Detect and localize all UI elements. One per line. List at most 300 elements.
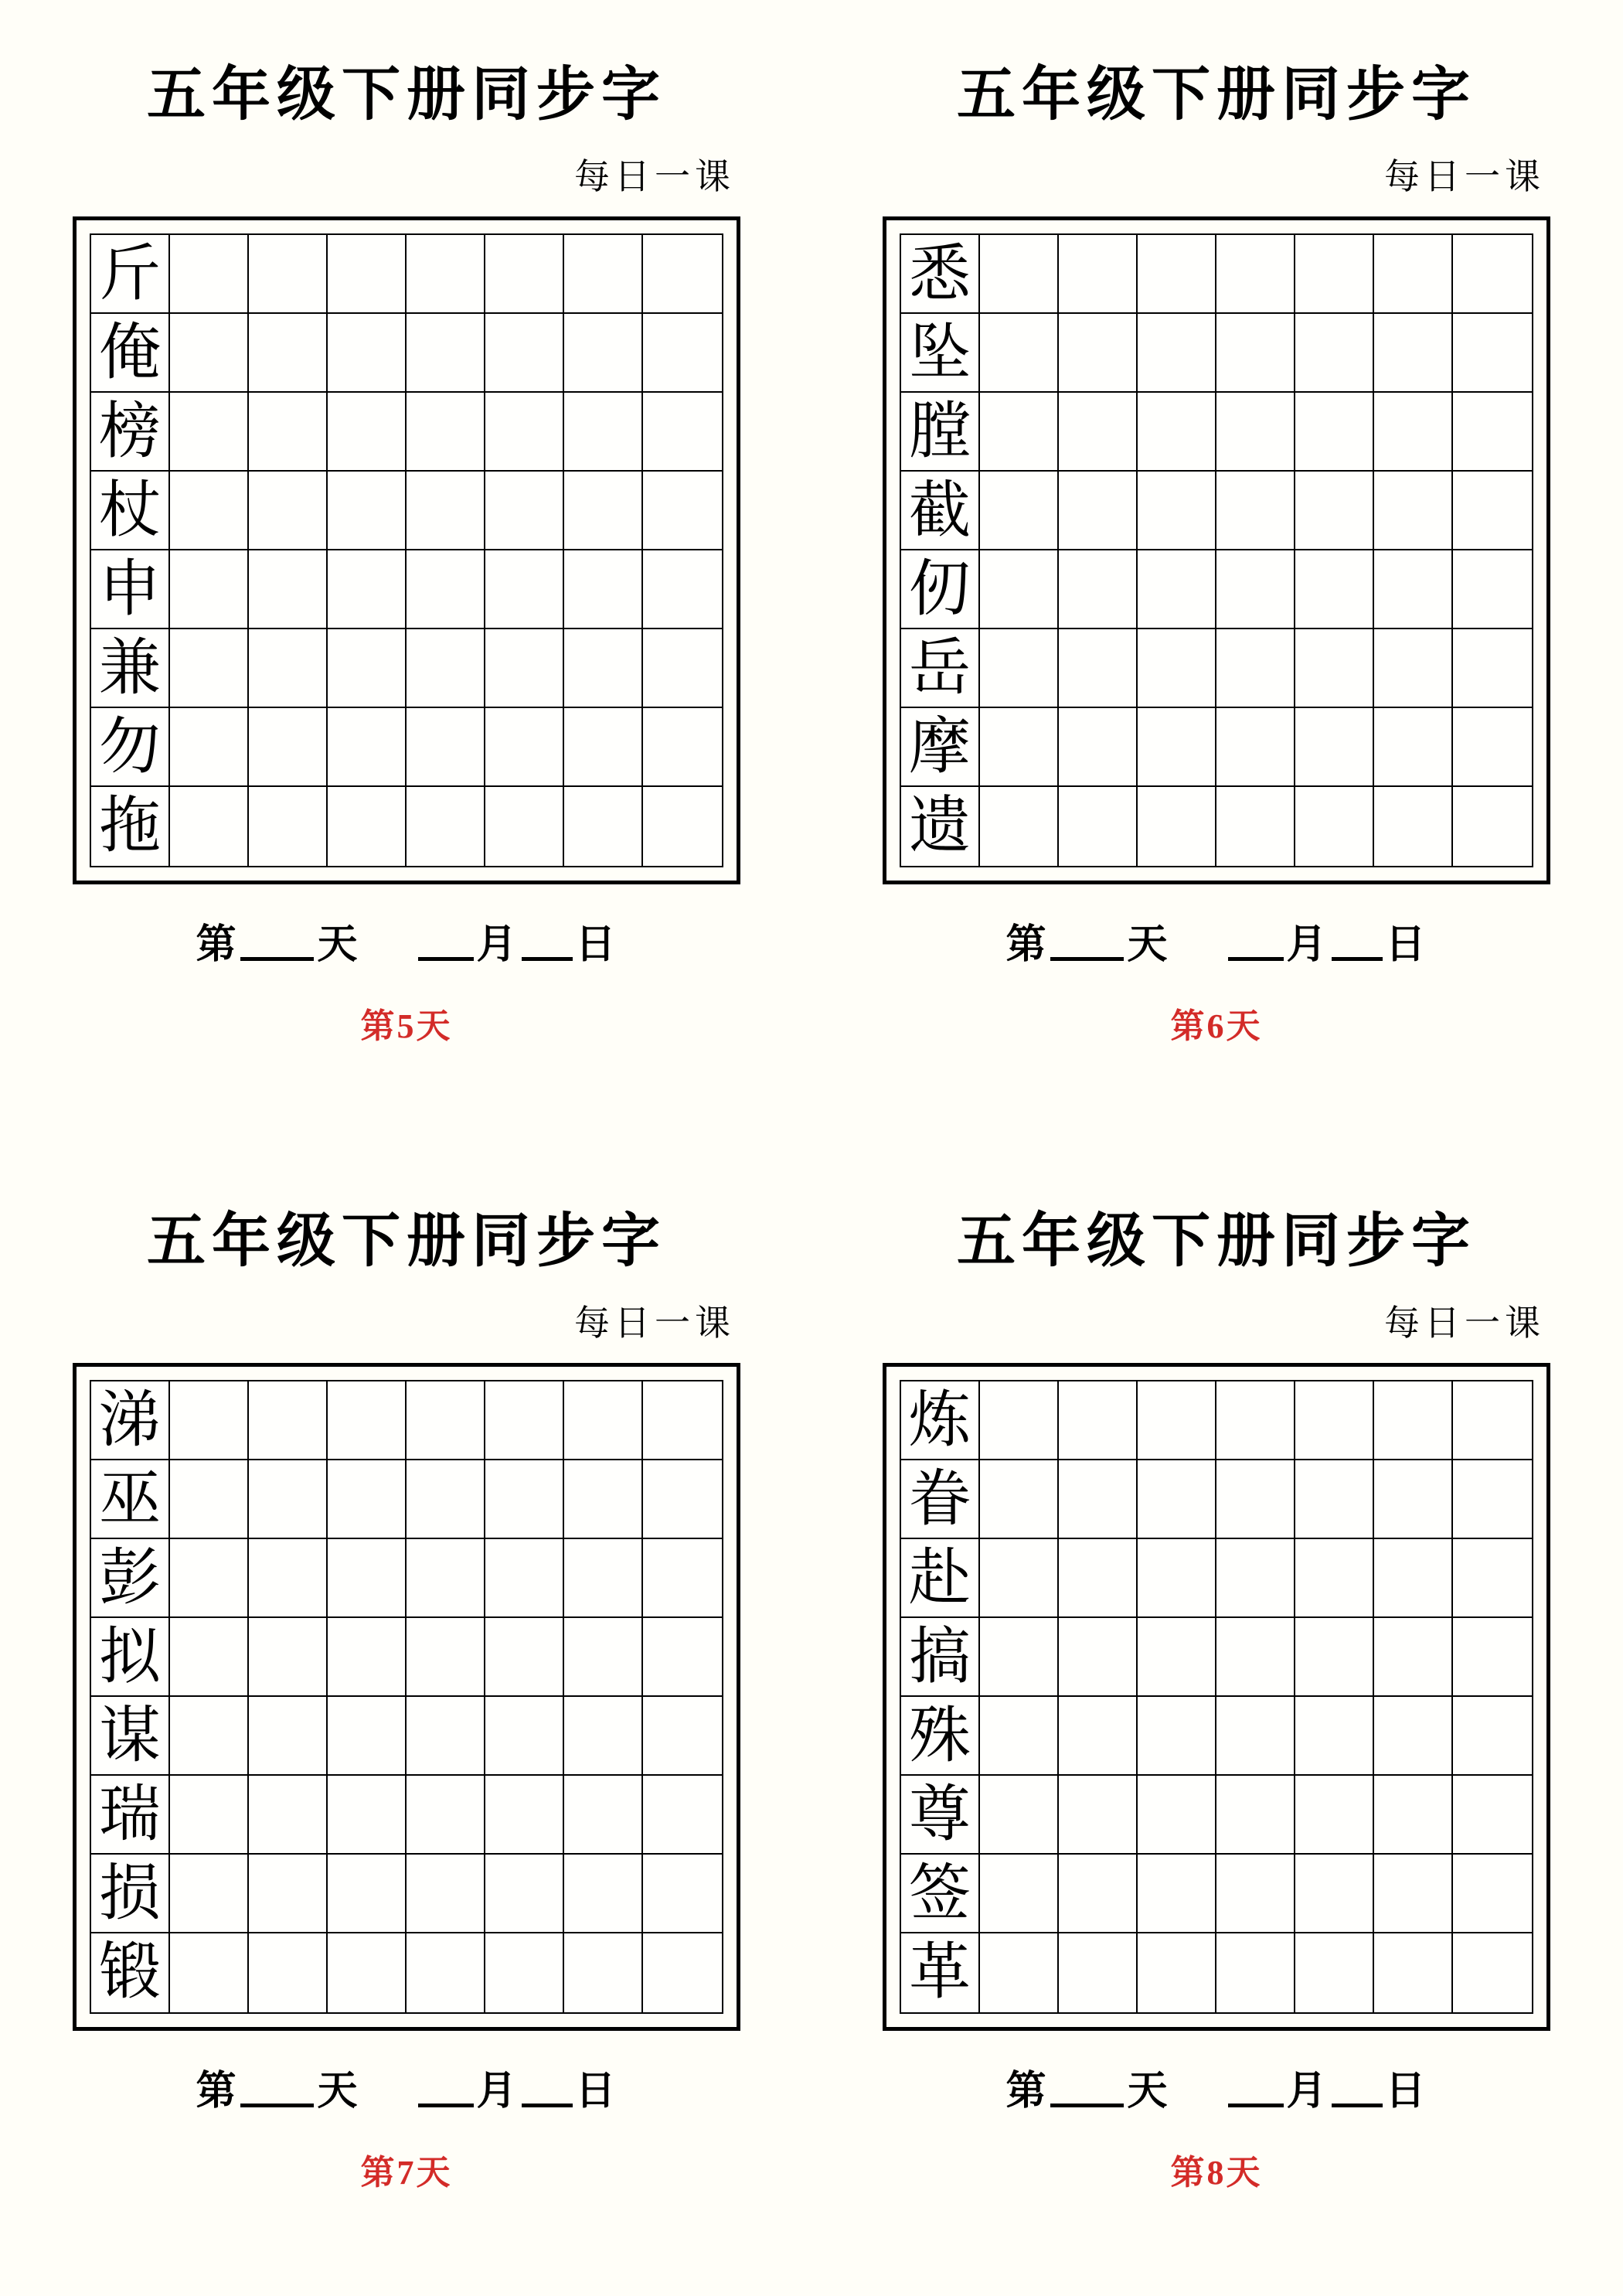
- empty-practice-cell: [1138, 472, 1216, 550]
- empty-practice-cell: [980, 1933, 1059, 2012]
- empty-practice-cell: [1453, 787, 1532, 866]
- empty-practice-cell: [1059, 393, 1138, 472]
- empty-practice-cell: [1059, 1697, 1138, 1776]
- empty-practice-cell: [170, 1697, 249, 1776]
- model-character-cell: 殊: [901, 1697, 980, 1776]
- empty-practice-cell: [1138, 787, 1216, 866]
- model-character-cell: 谋: [91, 1697, 170, 1776]
- worksheet-subtitle: 每日一课: [1384, 1303, 1545, 1343]
- empty-practice-cell: [328, 550, 407, 629]
- day-number-blank: [1050, 2104, 1124, 2107]
- empty-practice-cell: [328, 1855, 407, 1933]
- empty-practice-cell: [1295, 1460, 1374, 1539]
- empty-practice-cell: [564, 1381, 643, 1460]
- empty-practice-cell: [1374, 1855, 1453, 1933]
- empty-practice-cell: [485, 393, 564, 472]
- empty-practice-cell: [1138, 550, 1216, 629]
- model-character-cell: 坠: [901, 314, 980, 393]
- empty-practice-cell: [643, 235, 722, 314]
- model-character-cell: 遗: [901, 787, 980, 866]
- empty-practice-cell: [1216, 1460, 1295, 1539]
- empty-practice-cell: [485, 1381, 564, 1460]
- empty-practice-cell: [1453, 393, 1532, 472]
- empty-practice-cell: [564, 1697, 643, 1776]
- empty-practice-cell: [564, 235, 643, 314]
- empty-practice-cell: [980, 1381, 1059, 1460]
- date-line-month-unit: 月: [476, 923, 519, 967]
- empty-practice-cell: [564, 1855, 643, 1933]
- day-number-blank: [1050, 957, 1124, 961]
- empty-practice-cell: [249, 1381, 328, 1460]
- model-character-cell: 搞: [901, 1618, 980, 1697]
- empty-practice-cell: [564, 314, 643, 393]
- empty-practice-cell: [249, 314, 328, 393]
- empty-practice-cell: [407, 708, 485, 787]
- empty-practice-cell: [485, 1618, 564, 1697]
- empty-practice-cell: [1453, 1855, 1532, 1933]
- empty-practice-cell: [1138, 1697, 1216, 1776]
- empty-practice-cell: [1138, 1460, 1216, 1539]
- empty-practice-cell: [1059, 550, 1138, 629]
- date-line-date-unit: 日: [575, 2069, 618, 2114]
- practice-grid: [900, 1380, 1533, 2014]
- empty-practice-cell: [564, 629, 643, 708]
- empty-practice-cell: [1138, 708, 1216, 787]
- empty-practice-cell: [328, 1460, 407, 1539]
- empty-practice-cell: [643, 393, 722, 472]
- model-character-cell: 岳: [901, 629, 980, 708]
- empty-practice-cell: [328, 1776, 407, 1855]
- empty-practice-cell: [1295, 1618, 1374, 1697]
- empty-practice-cell: [980, 235, 1059, 314]
- month-blank: [418, 957, 474, 961]
- model-character-cell: 兼: [91, 629, 170, 708]
- empty-practice-cell: [407, 235, 485, 314]
- empty-practice-cell: [328, 472, 407, 550]
- date-line-prefix: 第: [196, 2069, 238, 2114]
- empty-practice-cell: [643, 708, 722, 787]
- empty-practice-cell: [1295, 314, 1374, 393]
- day-number-label: 第7天: [360, 2154, 453, 2192]
- empty-practice-cell: [407, 472, 485, 550]
- empty-practice-cell: [328, 708, 407, 787]
- empty-practice-cell: [643, 629, 722, 708]
- empty-practice-cell: [1138, 393, 1216, 472]
- empty-practice-cell: [170, 1855, 249, 1933]
- empty-practice-cell: [1138, 1381, 1216, 1460]
- empty-practice-cell: [485, 1539, 564, 1618]
- empty-practice-cell: [1453, 314, 1532, 393]
- practice-sheet-frame: [883, 216, 1550, 884]
- model-character-cell: 瑞: [91, 1776, 170, 1855]
- empty-practice-cell: [485, 472, 564, 550]
- empty-practice-cell: [1374, 708, 1453, 787]
- empty-practice-cell: [980, 629, 1059, 708]
- empty-practice-cell: [1216, 1933, 1295, 2012]
- empty-practice-cell: [1059, 1460, 1138, 1539]
- empty-practice-cell: [328, 393, 407, 472]
- model-character-cell: 膛: [901, 393, 980, 472]
- empty-practice-cell: [1295, 787, 1374, 866]
- empty-practice-cell: [1059, 472, 1138, 550]
- empty-practice-cell: [564, 787, 643, 866]
- empty-practice-cell: [249, 708, 328, 787]
- empty-practice-cell: [1295, 1539, 1374, 1618]
- empty-practice-cell: [1216, 1618, 1295, 1697]
- model-character-cell: 眷: [901, 1460, 980, 1539]
- empty-practice-cell: [564, 1776, 643, 1855]
- model-character-cell: 摩: [901, 708, 980, 787]
- empty-practice-cell: [407, 1460, 485, 1539]
- empty-practice-cell: [1216, 472, 1295, 550]
- empty-practice-cell: [1216, 1697, 1295, 1776]
- worksheet-subtitle: 每日一课: [1384, 157, 1545, 196]
- empty-practice-cell: [1138, 235, 1216, 314]
- model-character-cell: 截: [901, 472, 980, 550]
- empty-practice-cell: [1453, 235, 1532, 314]
- empty-practice-cell: [485, 1776, 564, 1855]
- date-line-month-unit: 月: [476, 2069, 519, 2114]
- model-character-cell: 斤: [91, 235, 170, 314]
- empty-practice-cell: [170, 1460, 249, 1539]
- empty-practice-cell: [1059, 1539, 1138, 1618]
- practice-grid: [90, 1380, 723, 2014]
- empty-practice-cell: [407, 393, 485, 472]
- empty-practice-cell: [328, 1539, 407, 1618]
- empty-practice-cell: [643, 314, 722, 393]
- empty-practice-cell: [170, 235, 249, 314]
- empty-practice-cell: [980, 1460, 1059, 1539]
- empty-practice-cell: [1374, 550, 1453, 629]
- empty-practice-cell: [1216, 1381, 1295, 1460]
- empty-practice-cell: [328, 1697, 407, 1776]
- empty-practice-cell: [249, 1697, 328, 1776]
- empty-practice-cell: [170, 787, 249, 866]
- date-line-date-unit: 日: [1385, 2069, 1427, 2114]
- worksheet-title: 五年级下册同步字: [147, 63, 666, 128]
- empty-practice-cell: [980, 1618, 1059, 1697]
- empty-practice-cell: [1138, 1539, 1216, 1618]
- empty-practice-cell: [1216, 1776, 1295, 1855]
- empty-practice-cell: [1374, 393, 1453, 472]
- empty-practice-cell: [1295, 708, 1374, 787]
- empty-practice-cell: [249, 393, 328, 472]
- empty-practice-cell: [407, 1381, 485, 1460]
- model-character-cell: 彭: [91, 1539, 170, 1618]
- empty-practice-cell: [1216, 393, 1295, 472]
- empty-practice-cell: [1059, 1933, 1138, 2012]
- empty-practice-cell: [249, 235, 328, 314]
- model-character-cell: 革: [901, 1933, 980, 2012]
- empty-practice-cell: [1059, 314, 1138, 393]
- empty-practice-cell: [980, 472, 1059, 550]
- empty-practice-cell: [1059, 1618, 1138, 1697]
- empty-practice-cell: [485, 235, 564, 314]
- empty-practice-cell: [1059, 1381, 1138, 1460]
- empty-practice-cell: [980, 1539, 1059, 1618]
- date-line: [882, 923, 1551, 967]
- date-line: [72, 923, 741, 967]
- model-character-cell: 尊: [901, 1776, 980, 1855]
- model-character-cell: 勿: [91, 708, 170, 787]
- empty-practice-cell: [170, 1618, 249, 1697]
- date-blank: [1332, 2104, 1383, 2107]
- empty-practice-cell: [1295, 1855, 1374, 1933]
- empty-practice-cell: [1059, 787, 1138, 866]
- empty-practice-cell: [1374, 1776, 1453, 1855]
- empty-practice-cell: [1453, 1381, 1532, 1460]
- empty-practice-cell: [249, 1933, 328, 2012]
- empty-practice-cell: [1138, 1933, 1216, 2012]
- empty-practice-cell: [170, 314, 249, 393]
- worksheet-card-3: [72, 1146, 741, 2194]
- model-character-cell: 杖: [91, 472, 170, 550]
- empty-practice-cell: [1374, 1933, 1453, 2012]
- date-blank: [1332, 957, 1383, 961]
- empty-practice-cell: [485, 1460, 564, 1539]
- empty-practice-cell: [1453, 1460, 1532, 1539]
- empty-practice-cell: [643, 1618, 722, 1697]
- day-number-label: 第8天: [1170, 2154, 1263, 2192]
- empty-practice-cell: [1453, 629, 1532, 708]
- date-line-date-unit: 日: [575, 923, 618, 967]
- empty-practice-cell: [170, 708, 249, 787]
- empty-practice-cell: [485, 550, 564, 629]
- empty-practice-cell: [1374, 235, 1453, 314]
- empty-practice-cell: [1138, 629, 1216, 708]
- empty-practice-cell: [485, 314, 564, 393]
- empty-practice-cell: [170, 629, 249, 708]
- date-line-prefix: 第: [1005, 2069, 1048, 2114]
- empty-practice-cell: [170, 550, 249, 629]
- empty-practice-cell: [485, 1855, 564, 1933]
- empty-practice-cell: [407, 1855, 485, 1933]
- worksheet-title: 五年级下册同步字: [957, 1209, 1476, 1274]
- worksheet-subtitle: 每日一课: [574, 157, 735, 196]
- model-character-cell: 拟: [91, 1618, 170, 1697]
- empty-practice-cell: [1453, 1539, 1532, 1618]
- empty-practice-cell: [1374, 787, 1453, 866]
- empty-practice-cell: [1295, 235, 1374, 314]
- date-line-day-unit: 天: [1127, 923, 1169, 967]
- day-number-blank: [240, 957, 314, 961]
- empty-practice-cell: [407, 1618, 485, 1697]
- empty-practice-cell: [1059, 1855, 1138, 1933]
- empty-practice-cell: [980, 314, 1059, 393]
- empty-practice-cell: [643, 787, 722, 866]
- date-line-day-unit: 天: [317, 2069, 359, 2114]
- date-line-date-unit: 日: [1385, 923, 1427, 967]
- empty-practice-cell: [1138, 1855, 1216, 1933]
- date-line-month-unit: 月: [1286, 923, 1329, 967]
- model-character-cell: 申: [91, 550, 170, 629]
- worksheet-title: 五年级下册同步字: [957, 63, 1476, 128]
- month-blank: [1228, 957, 1284, 961]
- date-line-prefix: 第: [196, 923, 238, 967]
- empty-practice-cell: [643, 1381, 722, 1460]
- empty-practice-cell: [249, 1855, 328, 1933]
- empty-practice-cell: [1059, 235, 1138, 314]
- empty-practice-cell: [407, 1776, 485, 1855]
- empty-practice-cell: [1059, 708, 1138, 787]
- model-character-cell: 赴: [901, 1539, 980, 1618]
- model-character-cell: 俺: [91, 314, 170, 393]
- empty-practice-cell: [249, 472, 328, 550]
- day-number-label: 第6天: [1170, 1007, 1263, 1046]
- date-blank: [522, 2104, 573, 2107]
- empty-practice-cell: [485, 1933, 564, 2012]
- empty-practice-cell: [407, 629, 485, 708]
- empty-practice-cell: [1453, 1618, 1532, 1697]
- empty-practice-cell: [1453, 472, 1532, 550]
- empty-practice-cell: [1216, 235, 1295, 314]
- empty-practice-cell: [1138, 1618, 1216, 1697]
- empty-practice-cell: [170, 393, 249, 472]
- empty-practice-cell: [1295, 1776, 1374, 1855]
- empty-practice-cell: [328, 629, 407, 708]
- model-character-cell: 涕: [91, 1381, 170, 1460]
- empty-practice-cell: [643, 1855, 722, 1933]
- empty-practice-cell: [1216, 1539, 1295, 1618]
- empty-practice-cell: [643, 1776, 722, 1855]
- practice-sheet-frame: [883, 1363, 1550, 2031]
- empty-practice-cell: [485, 629, 564, 708]
- empty-practice-cell: [170, 1539, 249, 1618]
- empty-practice-cell: [1374, 472, 1453, 550]
- empty-practice-cell: [1216, 1855, 1295, 1933]
- empty-practice-cell: [328, 787, 407, 866]
- empty-practice-cell: [1295, 393, 1374, 472]
- empty-practice-cell: [1138, 1776, 1216, 1855]
- empty-practice-cell: [1295, 1933, 1374, 2012]
- empty-practice-cell: [407, 787, 485, 866]
- empty-practice-cell: [1059, 1776, 1138, 1855]
- empty-practice-cell: [643, 1697, 722, 1776]
- empty-practice-cell: [407, 550, 485, 629]
- day-number-blank: [240, 2104, 314, 2107]
- empty-practice-cell: [1216, 629, 1295, 708]
- day-number-label: 第5天: [360, 1007, 453, 1046]
- model-character-cell: 炼: [901, 1381, 980, 1460]
- worksheet-title: 五年级下册同步字: [147, 1209, 666, 1274]
- empty-practice-cell: [1216, 314, 1295, 393]
- empty-practice-cell: [407, 1539, 485, 1618]
- empty-practice-cell: [249, 1776, 328, 1855]
- empty-practice-cell: [1216, 787, 1295, 866]
- empty-practice-cell: [643, 1539, 722, 1618]
- empty-practice-cell: [1295, 472, 1374, 550]
- empty-practice-cell: [643, 550, 722, 629]
- empty-practice-cell: [249, 1618, 328, 1697]
- empty-practice-cell: [980, 1776, 1059, 1855]
- date-line-day-unit: 天: [317, 923, 359, 967]
- empty-practice-cell: [1138, 314, 1216, 393]
- empty-practice-cell: [170, 1776, 249, 1855]
- empty-practice-cell: [1374, 1460, 1453, 1539]
- empty-practice-cell: [1374, 1381, 1453, 1460]
- empty-practice-cell: [485, 1697, 564, 1776]
- empty-practice-cell: [643, 1460, 722, 1539]
- empty-practice-cell: [1295, 1381, 1374, 1460]
- empty-practice-cell: [564, 708, 643, 787]
- empty-practice-cell: [980, 393, 1059, 472]
- empty-practice-cell: [564, 1539, 643, 1618]
- empty-practice-cell: [1216, 708, 1295, 787]
- empty-practice-cell: [564, 472, 643, 550]
- empty-practice-cell: [249, 1539, 328, 1618]
- empty-practice-cell: [564, 1933, 643, 2012]
- empty-practice-cell: [1374, 629, 1453, 708]
- date-blank: [522, 957, 573, 961]
- empty-practice-cell: [328, 235, 407, 314]
- empty-practice-cell: [564, 550, 643, 629]
- empty-practice-cell: [328, 1618, 407, 1697]
- practice-grid: [900, 233, 1533, 867]
- worksheet-card-1: [72, 0, 741, 1048]
- empty-practice-cell: [249, 629, 328, 708]
- empty-practice-cell: [1453, 708, 1532, 787]
- empty-practice-cell: [328, 314, 407, 393]
- empty-practice-cell: [249, 787, 328, 866]
- date-line-day-unit: 天: [1127, 2069, 1169, 2114]
- empty-practice-cell: [1374, 1697, 1453, 1776]
- empty-practice-cell: [1374, 1618, 1453, 1697]
- empty-practice-cell: [170, 472, 249, 550]
- empty-practice-cell: [1374, 1539, 1453, 1618]
- practice-sheet-frame: [73, 1363, 740, 2031]
- date-line: [882, 2069, 1551, 2114]
- model-character-cell: 锻: [91, 1933, 170, 2012]
- date-line-month-unit: 月: [1286, 2069, 1329, 2114]
- model-character-cell: 悉: [901, 235, 980, 314]
- empty-practice-cell: [980, 1855, 1059, 1933]
- empty-practice-cell: [407, 1933, 485, 2012]
- empty-practice-cell: [1295, 1697, 1374, 1776]
- empty-practice-cell: [328, 1933, 407, 2012]
- empty-practice-cell: [980, 708, 1059, 787]
- date-line-prefix: 第: [1005, 923, 1048, 967]
- empty-practice-cell: [980, 550, 1059, 629]
- empty-practice-cell: [249, 1460, 328, 1539]
- model-character-cell: 巫: [91, 1460, 170, 1539]
- model-character-cell: 签: [901, 1855, 980, 1933]
- date-line: [72, 2069, 741, 2114]
- empty-practice-cell: [980, 787, 1059, 866]
- empty-practice-cell: [564, 393, 643, 472]
- month-blank: [418, 2104, 474, 2107]
- month-blank: [1228, 2104, 1284, 2107]
- practice-sheet-frame: [73, 216, 740, 884]
- empty-practice-cell: [485, 708, 564, 787]
- empty-practice-cell: [1453, 550, 1532, 629]
- empty-practice-cell: [1453, 1933, 1532, 2012]
- empty-practice-cell: [1216, 550, 1295, 629]
- empty-practice-cell: [564, 1618, 643, 1697]
- model-character-cell: 仞: [901, 550, 980, 629]
- empty-practice-cell: [170, 1933, 249, 2012]
- empty-practice-cell: [643, 472, 722, 550]
- worksheet-card-4: [882, 1146, 1551, 2194]
- empty-practice-cell: [485, 787, 564, 866]
- empty-practice-cell: [1295, 629, 1374, 708]
- model-character-cell: 拖: [91, 787, 170, 866]
- model-character-cell: 损: [91, 1855, 170, 1933]
- empty-practice-cell: [1453, 1697, 1532, 1776]
- worksheet-card-2: [882, 0, 1551, 1048]
- empty-practice-cell: [1295, 550, 1374, 629]
- empty-practice-cell: [643, 1933, 722, 2012]
- empty-practice-cell: [980, 1697, 1059, 1776]
